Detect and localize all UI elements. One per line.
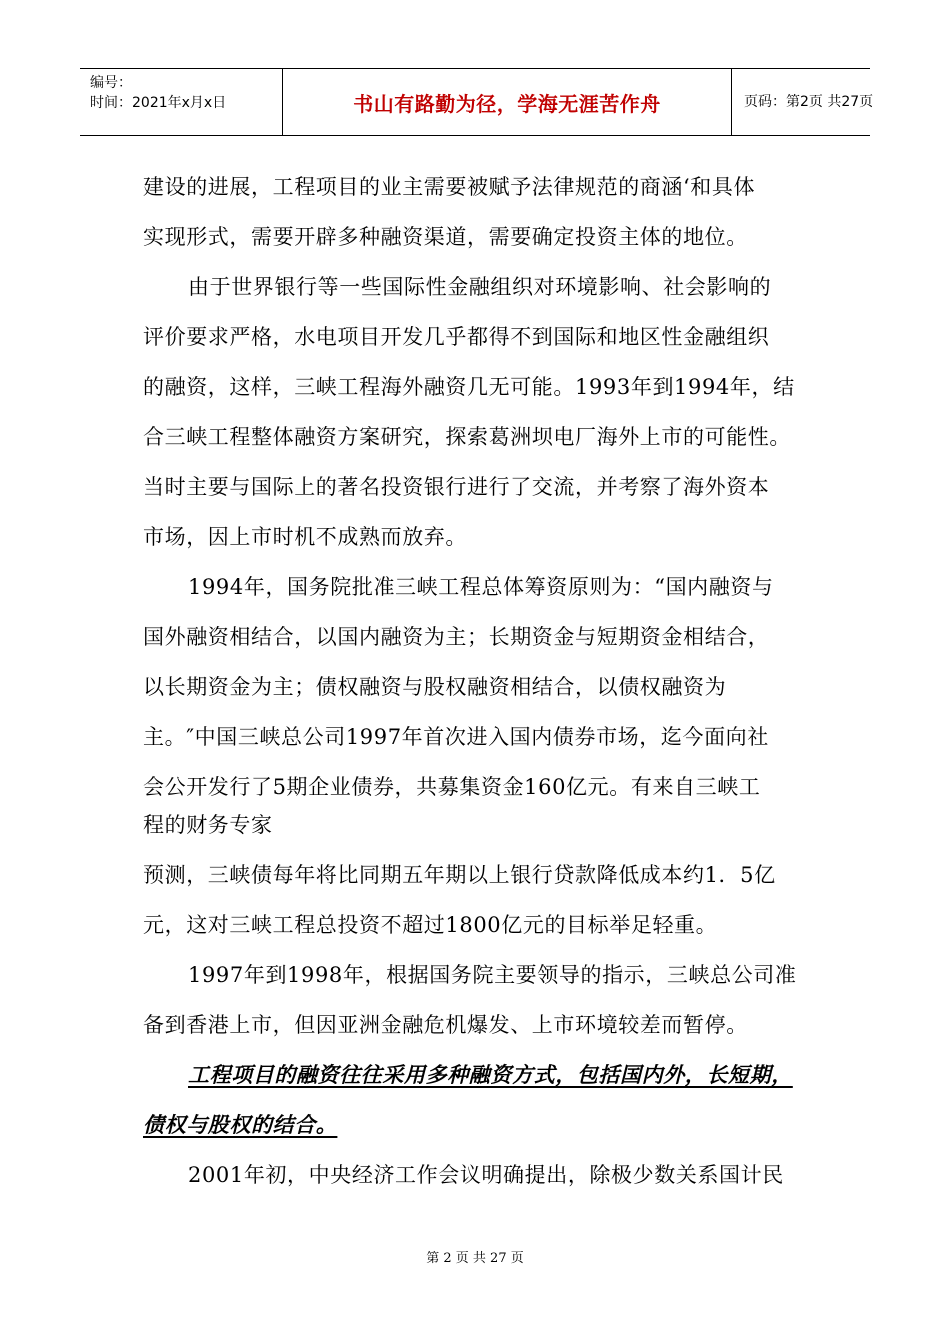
paragraph-line: 实现形式，需要开辟多种融资渠道，需要确定投资主体的地位。 <box>143 225 748 249</box>
paragraph-line: 建设的进展，工程项目的业主需要被赋予法律规范的商涵‘和具体 <box>143 175 756 199</box>
paragraph-line: 会公开发行了5期企业债券，共募集资金160亿元。有来自三峡工 <box>143 775 761 799</box>
paragraph-line: 合三峡工程整体融资方案研究，探索葛洲坝电厂海外上市的可能性。 <box>143 425 791 449</box>
emphasized-line: 债权与股权的结合。 <box>143 1112 338 1137</box>
header-info-cell <box>80 69 282 135</box>
header-page-info: 页码：第2页 共27页 <box>744 94 874 110</box>
document-date-label: 时间：2021年x月x日 <box>90 95 227 111</box>
page-footer: 第 2 页 共 27 页 <box>426 1251 524 1266</box>
document-header <box>80 68 874 136</box>
paragraph-line: 2001年初，中央经济工作会议明确提出，除极少数关系国计民 <box>188 1163 784 1187</box>
header-motto-cell <box>282 69 732 135</box>
paragraph-line: 元，这对三峡工程总投资不超过1800亿元的目标举足轻重。 <box>143 913 718 937</box>
paragraph-line: 市场，因上市时机不成熟而放弃。 <box>143 525 467 549</box>
paragraph-line: 主。″中国三峡总公司1997年首次进入国内债券市场，迄今面向社 <box>143 725 769 749</box>
paragraph-line: 备到香港上市，但因亚洲金融危机爆发、上市环境较差而暂停。 <box>143 1013 748 1037</box>
paragraph-line: 1994年，国务院批准三峡工程总体筹资原则为：“国内融资与 <box>188 575 774 599</box>
paragraph-line: 以长期资金为主；债权融资与股权融资相结合，以债权融资为 <box>143 675 727 699</box>
paragraph-line: 的融资，这样，三峡工程海外融资几无可能。1993年到1994年，结 <box>143 375 795 399</box>
header-page-cell <box>732 69 874 135</box>
paragraph-line: 当时主要与国际上的著名投资银行进行了交流，并考察了海外资本 <box>143 475 770 499</box>
paragraph-line: 预测，三峡债每年将比同期五年期以上银行贷款降低成本约1．5亿 <box>143 863 776 887</box>
paragraph-line: 程的财务专家 <box>143 813 273 837</box>
document-number-label: 编号： <box>90 75 132 91</box>
paragraph-line: 评价要求严格，水电项目开发几乎都得不到国际和地区性金融组织 <box>143 325 770 349</box>
paragraph-line: 1997年到1998年，根据国务院主要领导的指示，三峡总公司准 <box>188 963 797 987</box>
emphasized-line: 工程项目的融资往往采用多种融资方式，包括国内外，长短期， <box>188 1062 793 1087</box>
paragraph-line: 由于世界银行等一些国际性金融组织对环境影响、社会影响的 <box>188 275 772 299</box>
paragraph-line: 国外融资相结合，以国内融资为主；长期资金与短期资金相结合， <box>143 625 770 649</box>
header-motto: 书山有路勤为径，学海无涯苦作舟 <box>353 91 661 116</box>
